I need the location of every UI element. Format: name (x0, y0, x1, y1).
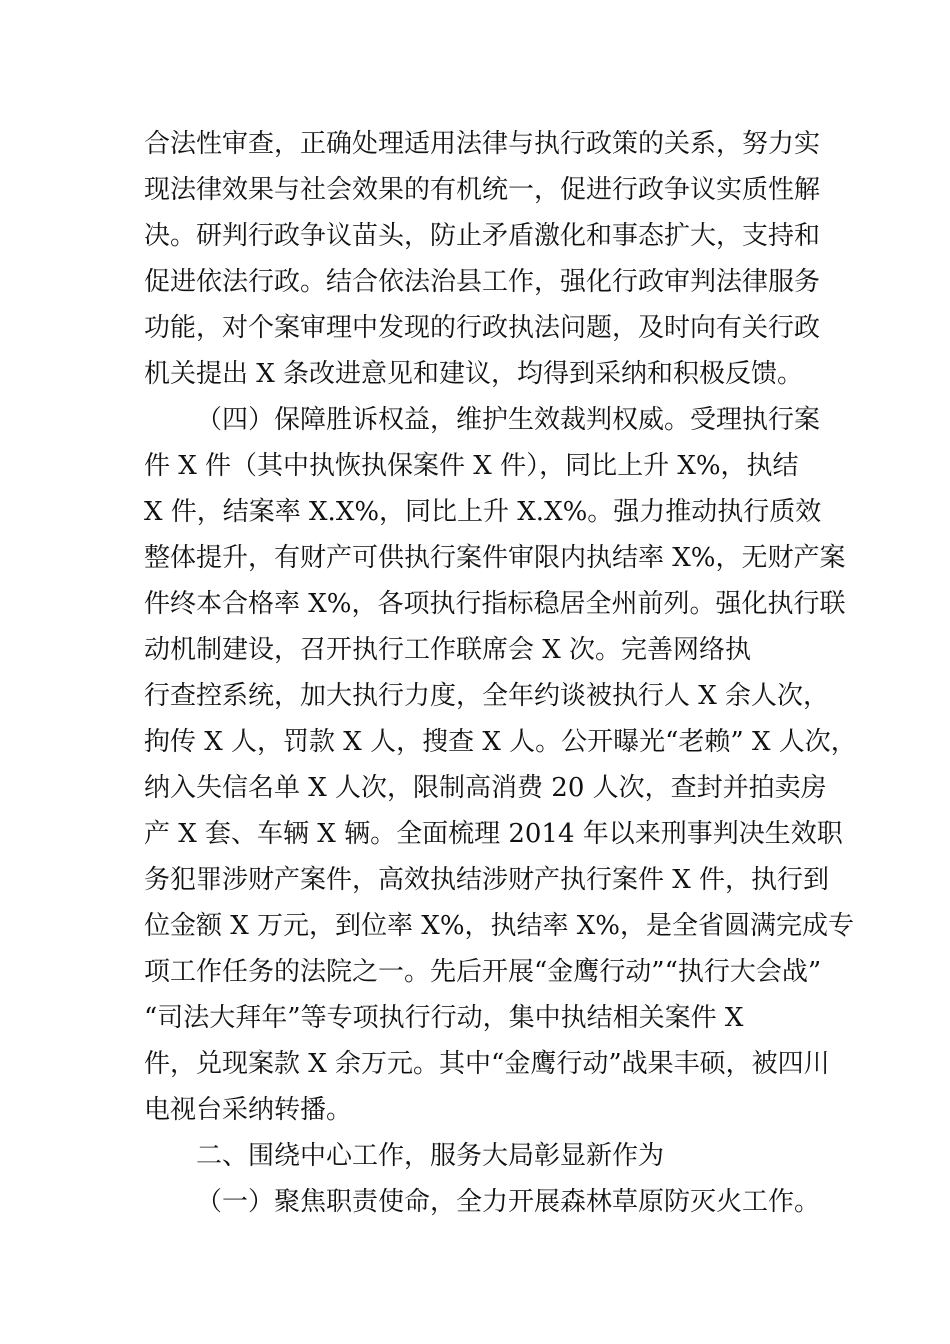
text-line: 产 X 套、车辆 X 辆。全面梳理 2014 年以来刑事判决生效职 (144, 819, 843, 849)
text-line: 拘传 X 人，罚款 X 人，搜查 X 人。公开曝光“老赖” X 人次， (144, 727, 857, 757)
text-line: 合法性审查，正确处理适用法律与执行政策的关系，努力实 (144, 129, 821, 159)
paragraph-heading: （一）聚焦职责使命，全力开展森林草原防灭火工作。 (196, 1187, 821, 1217)
text-line: 位金额 X 万元，到位率 X%，执结率 X%，是全省圆满完成专 (144, 911, 854, 941)
text-line: 务犯罪涉财产案件，高效执结涉财产执行案件 X 件，执行到 (144, 865, 830, 895)
text-line: 整体提升，有财产可供执行案件审限内执结率 X%，无财产案 (144, 543, 846, 573)
text-line: 项工作任务的法院之一。先后开展“金鹰行动”“执行大会战” (144, 957, 822, 987)
text-line: 现法律效果与社会效果的有机统一，促进行政争议实质性解 (144, 175, 821, 205)
text-line: 促进依法行政。结合依法治县工作，强化行政审判法律服务 (144, 267, 821, 297)
text-line: 行查控系统，加大执行力度，全年约谈被执行人 X 余人次， (144, 681, 830, 711)
section-heading: 二、围绕中心工作，服务大局彰显新作为 (196, 1141, 665, 1171)
text-line: 电视台采纳转播。 (144, 1095, 353, 1125)
text-line: 件终本合格率 X%，各项执行指标稳居全州前列。强化执行联 (144, 589, 846, 619)
paragraph-heading: （四）保障胜诉权益，维护生效裁判权威。受理执行案 (196, 405, 821, 435)
text-line: X 件，结案率 X.X%，同比上升 X.X%。强力推动执行质效 (144, 497, 822, 527)
text-line: 机关提出 X 条改进意见和建议，均得到采纳和积极反馈。 (144, 359, 804, 389)
text-line: 件，兑现案款 X 余万元。其中“金鹰行动”战果丰硕，被四川 (144, 1049, 830, 1079)
text-line: 决。研判行政争议苗头，防止矛盾激化和事态扩大，支持和 (144, 221, 821, 251)
text-line: 纳入失信名单 X 人次，限制高消费 20 人次，查封并拍卖房 (144, 773, 827, 803)
text-line: 动机制建设，召开执行工作联席会 X 次。完善网络执 (144, 635, 752, 665)
text-line: “司法大拜年”等专项执行行动，集中执结相关案件 X (144, 1003, 744, 1033)
text-line: 功能，对个案审理中发现的行政执法问题，及时向有关行政 (144, 313, 821, 343)
text-line: 件 X 件（其中执恢执保案件 X 件），同比上升 X%，执结 (144, 451, 799, 481)
